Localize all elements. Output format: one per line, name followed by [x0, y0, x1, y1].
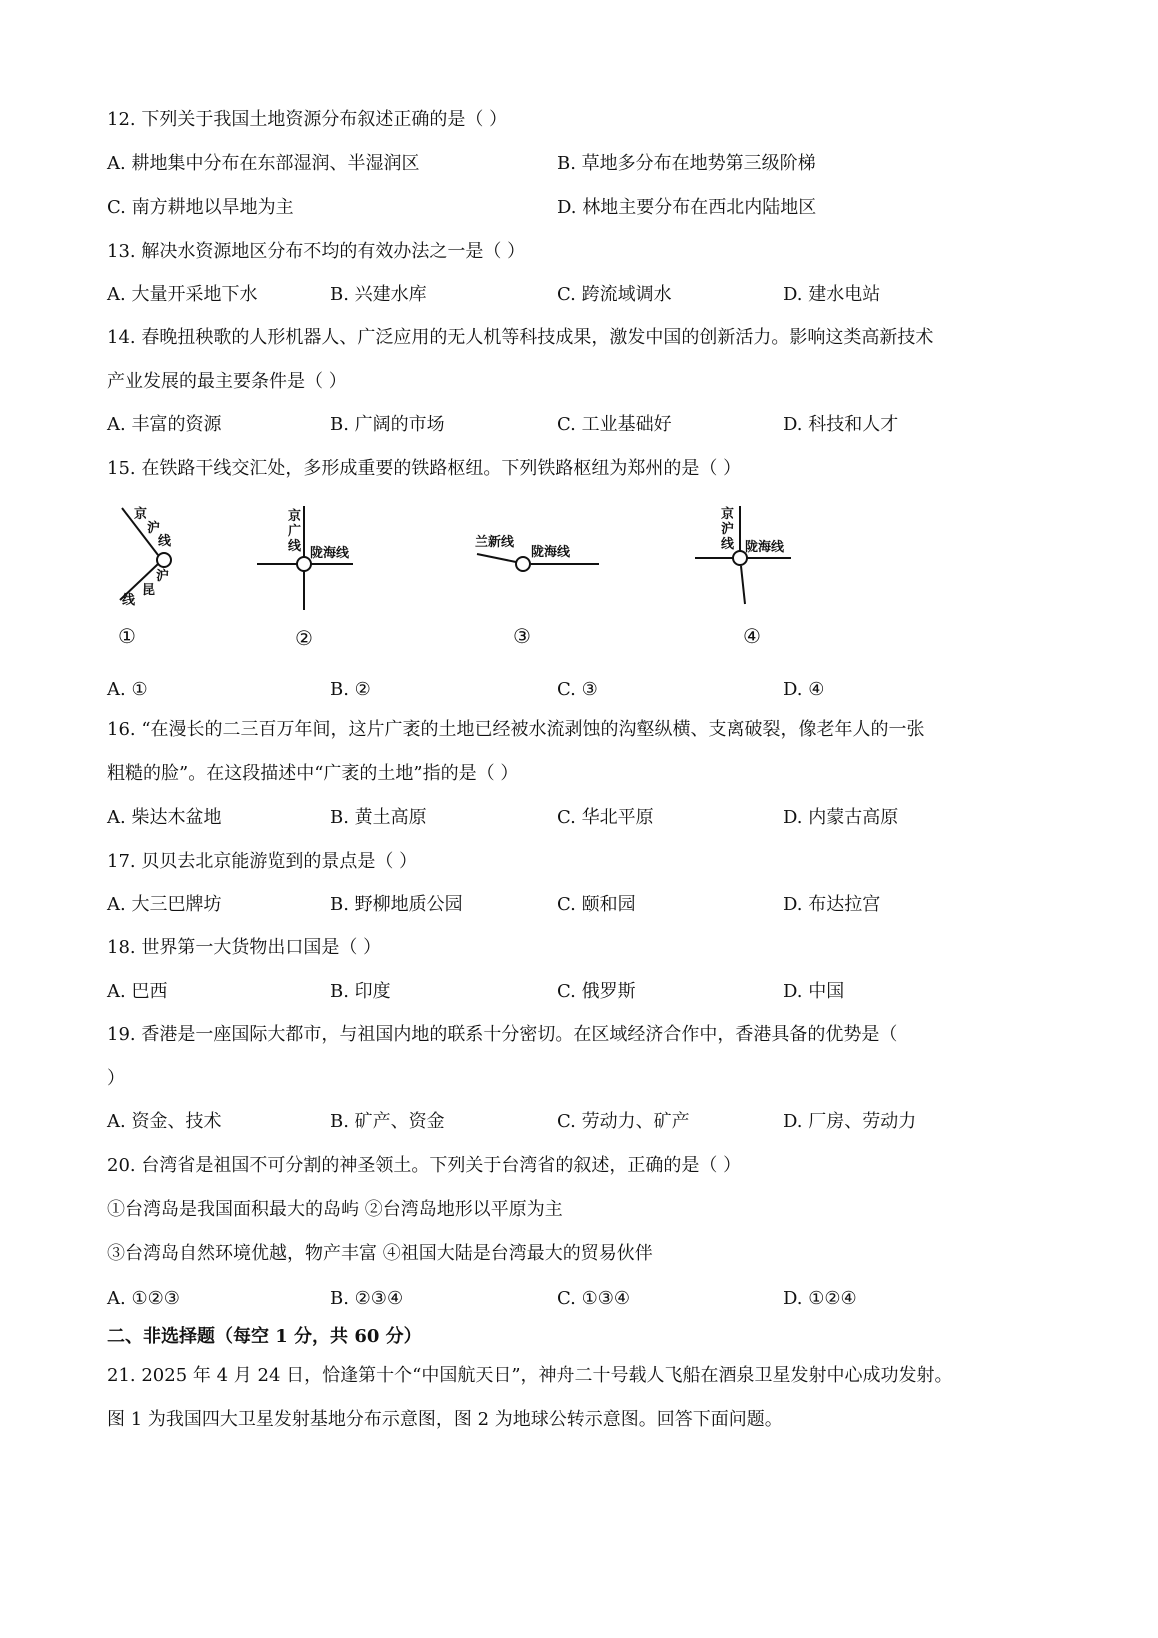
- rail-label-char: 广: [288, 524, 302, 539]
- junction-3-svg: [475, 520, 605, 660]
- rail-label-char: 京: [721, 507, 735, 522]
- q13-option-a: A. 大量开采地下水: [107, 284, 258, 305]
- question-19-stem-line2: ）: [107, 1068, 125, 1089]
- junction-4-svg: [693, 500, 813, 660]
- q14-option-a: A. 丰富的资源: [107, 414, 222, 435]
- question-21-stem-line2: 图 1 为我国四大卫星发射基地分布示意图，图 2 为地球公转示意图。回答下面问题。: [107, 1409, 783, 1430]
- question-14-stem-line1: 14. 春晚扭秧歌的人形机器人、广泛应用的无人机等科技成果，激发中国的创新活力。影响这类高新技术: [107, 327, 934, 348]
- jinghu-line-south: [741, 566, 745, 604]
- rail-label: 兰新线: [475, 535, 515, 550]
- q15-option-a: A. ①: [107, 679, 148, 700]
- q13-option-b: B. 兴建水库: [330, 284, 427, 305]
- rail-label: 陇海线: [310, 546, 350, 561]
- question-17-stem: 17. 贝贝去北京能游览到的景点是（ ）: [107, 851, 418, 872]
- q12-option-b: B. 草地多分布在地势第三级阶梯: [557, 153, 816, 174]
- q18-option-d: D. 中国: [783, 981, 845, 1002]
- q15-option-b: B. ②: [330, 679, 371, 700]
- rail-label: 陇海线: [531, 545, 571, 560]
- q18-option-a: A. 巴西: [107, 981, 168, 1002]
- railway-junction-figure-3: [475, 520, 605, 660]
- question-16-stem-line2: 粗糙的脸”。在这段描述中“广袤的土地”指的是（ ）: [107, 763, 519, 784]
- q16-option-a: A. 柴达木盆地: [107, 807, 222, 828]
- q12-option-d: D. 林地主要分布在西北内陆地区: [557, 197, 817, 218]
- q13-option-c: C. 跨流域调水: [557, 284, 672, 305]
- q20-option-a: A. ①②③: [107, 1288, 180, 1309]
- railway-junction-figure-1: [110, 500, 200, 660]
- q20-option-b: B. ②③④: [330, 1288, 404, 1309]
- q16-option-c: C. 华北平原: [557, 807, 654, 828]
- rail-label-char: 沪: [147, 521, 161, 536]
- q20-option-d: D. ①②④: [783, 1288, 857, 1309]
- q16-option-d: D. 内蒙古高原: [783, 807, 899, 828]
- q20-statement-2: ③台湾岛自然环境优越，物产丰富 ④祖国大陆是台湾最大的贸易伙伴: [107, 1243, 653, 1264]
- figure-number: ②: [295, 626, 313, 650]
- q20-statement-1: ①台湾岛是我国面积最大的岛屿 ②台湾岛地形以平原为主: [107, 1199, 563, 1220]
- railway-junction-figure-2: [255, 500, 365, 660]
- q17-option-c: C. 颐和园: [557, 894, 636, 915]
- q17-option-d: D. 布达拉宫: [783, 894, 881, 915]
- rail-label-char: 线: [158, 534, 172, 549]
- q15-option-c: C. ③: [557, 679, 598, 700]
- rail-label: 陇海线: [745, 540, 785, 555]
- q12-option-a: A. 耕地集中分布在东部湿润、半湿润区: [107, 153, 420, 174]
- rail-label-char: 京: [134, 507, 148, 522]
- junction-node: [297, 557, 311, 571]
- question-14-stem-line2: 产业发展的最主要条件是（ ）: [107, 371, 347, 392]
- q20-option-c: C. ①③④: [557, 1288, 630, 1309]
- q19-option-c: C. 劳动力、矿产: [557, 1111, 690, 1132]
- q14-option-b: B. 广阔的市场: [330, 414, 445, 435]
- q19-option-a: A. 资金、技术: [107, 1111, 222, 1132]
- rail-label-char: 沪: [156, 569, 170, 584]
- question-20-stem: 20. 台湾省是祖国不可分割的神圣领土。下列关于台湾省的叙述，正确的是（ ）: [107, 1155, 742, 1176]
- question-13-stem: 13. 解决水资源地区分布不均的有效办法之一是（ ）: [107, 241, 526, 262]
- section-2-heading: 二、非选择题（每空 1 分，共 60 分）: [107, 1326, 422, 1347]
- rail-label-char: 线: [721, 537, 735, 552]
- q18-option-b: B. 印度: [330, 981, 391, 1002]
- rail-label-char: 京: [288, 509, 302, 524]
- question-19-stem-line1: 19. 香港是一座国际大都市，与祖国内地的联系十分密切。在区域经济合作中，香港具备的优势是（: [107, 1024, 898, 1045]
- figure-number: ①: [118, 624, 136, 648]
- figure-number: ③: [513, 624, 531, 648]
- figure-number: ④: [743, 624, 761, 648]
- q17-option-b: B. 野柳地质公园: [330, 894, 463, 915]
- q12-option-c: C. 南方耕地以旱地为主: [107, 197, 294, 218]
- rail-label-char: 沪: [721, 522, 735, 537]
- question-21-stem-line1: 21. 2025 年 4 月 24 日，恰逢第十个“中国航天日”，神舟二十号载人飞船在酒泉卫星发射中心成功发射。: [107, 1365, 953, 1386]
- question-18-stem: 18. 世界第一大货物出口国是（ ）: [107, 937, 382, 958]
- junction-node: [516, 557, 530, 571]
- q18-option-c: C. 俄罗斯: [557, 981, 636, 1002]
- q17-option-a: A. 大三巴牌坊: [107, 894, 222, 915]
- railway-junction-figure-4: [693, 500, 813, 660]
- rail-label-char: 线: [122, 593, 136, 608]
- rail-label-char: 线: [288, 539, 302, 554]
- question-15-stem: 15. 在铁路干线交汇处，多形成重要的铁路枢纽。下列铁路枢纽为郑州的是（ ）: [107, 458, 742, 479]
- q14-option-c: C. 工业基础好: [557, 414, 672, 435]
- q19-option-d: D. 厂房、劳动力: [783, 1111, 917, 1132]
- question-12-stem: 12. 下列关于我国土地资源分布叙述正确的是（ ）: [107, 109, 508, 130]
- q19-option-b: B. 矿产、资金: [330, 1111, 445, 1132]
- q13-option-d: D. 建水电站: [783, 284, 881, 305]
- rail-label-char: 昆: [142, 583, 156, 598]
- junction-1-svg: [110, 500, 200, 660]
- junction-node: [157, 553, 171, 567]
- question-16-stem-line1: 16. “在漫长的二三百万年间，这片广袤的土地已经被水流剥蚀的沟壑纵横、支离破裂，像老年人的一张: [107, 719, 925, 740]
- q14-option-d: D. 科技和人才: [783, 414, 899, 435]
- lanxin-line: [477, 554, 516, 562]
- junction-2-svg: [255, 500, 365, 660]
- q15-option-d: D. ④: [783, 679, 825, 700]
- q16-option-b: B. 黄土高原: [330, 807, 427, 828]
